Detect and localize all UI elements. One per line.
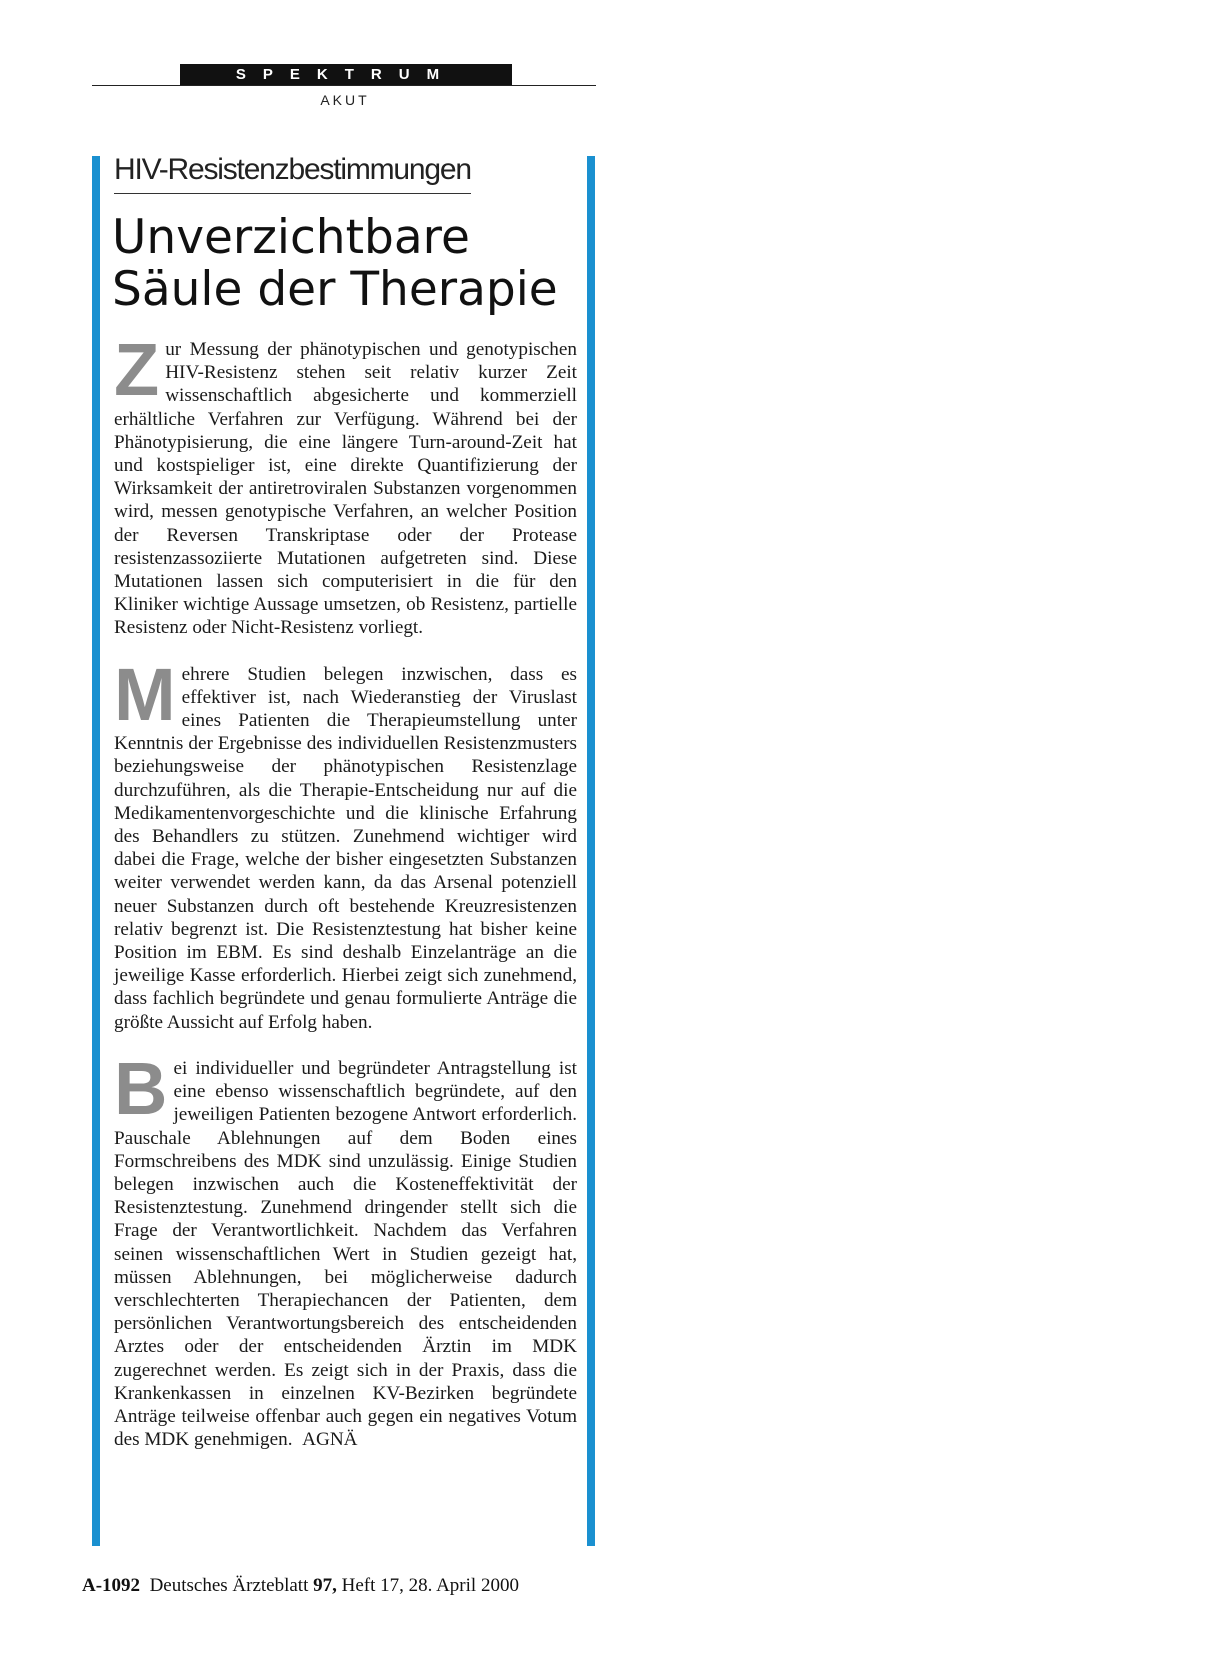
accent-bar-left [92,156,100,1546]
article-headline: Unverzichtbare Säule der Therapie [112,210,558,317]
page-footer [82,1575,519,1597]
paragraph-3 [114,1046,577,1451]
drop-cap: M [114,652,176,736]
issue-date: Heft 17, 28. April 2000 [341,1575,519,1596]
article-body [114,328,577,1451]
drop-cap: B [114,1046,168,1130]
section-label: AKUT [320,92,370,108]
drop-cap: Z [114,328,160,411]
article-kicker: HIV-Resistenzbestimmungen [114,150,471,194]
section-band: SPEKTRUM [180,64,512,86]
paragraph-2 [114,652,577,1034]
page-number: A-1092 [82,1575,141,1596]
journal-volume: 97, [313,1575,337,1596]
paragraph-1 [114,328,577,640]
journal-name: Deutsches Ärzteblatt [149,1575,309,1596]
paragraph-text: ehrere Studien belegen inzwischen, dass es effektiver ist, nach Wiederanstieg der Viruslast eines Patienten die Therapieumstellung unter Kenntnis der Ergebnisse des individuellen Resistenzmusters beziehungsweise der phänotypischen Resistenzlage durchzuführen, als die Therapie-Entscheidung nur auf die Medikamentenvorgeschichte und die klinische Erfahrung des Behandlers zu stützen. Zunehmend wichtiger wird dabei die Frage, welche der bisher eingesetzten Substanzen weiter verwendet werden kann, da das Arsenal potenziell neuer Substanzen durch oft bestehende Kreuzresistenzen relativ begrenzt ist. Die Resistenztestung hat bisher keine Position im EBM. Es sind deshalb Einzelanträge an die jeweilige Kasse erforderlich. Hierbei zeigt sich zunehmend, dass fachlich begründete und genau formulierte Anträge die größte Aussicht auf Erfolg haben. [114,663,577,1033]
author-signature: AGNÄ [302,1429,358,1451]
paragraph-text: ur Messung der phänotypischen und genotypischen HIV-Resistenz stehen seit relativ kurzer Zeit wissenschaftlich abgesicherte und kommerziell erhältliche Verfahren zur Verfügung. Während bei der Phänotypisierung, die eine längere Turn-around-Zeit hat und kostspieliger ist, eine direkte Quantifizierung der Wirksamkeit der antiretroviralen Substanzen vorgenommen wird, messen genotypische Verfahren, an welcher Position der Reversen Transkriptase oder der Protease resistenzassoziierte Mutationen aufgetreten sind. Diese Mutationen lassen sich computerisiert in die für den Kliniker wichtige Aussage umsetzen, ob Resistenz, partielle Resistenz oder Nicht-Resistenz vorliegt. [114,339,577,639]
paragraph-text: ei individueller und begründeter Antragstellung ist eine ebenso wissenschaftlich begründete, auf den jeweiligen Patienten bezogene Antwort erforderlich. Pauschale Ablehnungen auf dem Boden eines Formschreibens des MDK sind unzulässig. Einige Studien belegen inzwischen auch die Kosteneffektivität der Resistenztestung. Zunehmend dringender stellt sich die Frage der Verantwortlichkeit. Nachdem das Verfahren seinen wissenschaftlichen Wert in Studien gezeigt hat, müssen Ablehnungen, bei möglicherweise dadurch verschlechterten Therapiechancen der Patienten, dem persönlichen Verantwortungsbereich des entscheidenden Arztes oder der entscheidenden Ärztin im MDK zugerechnet werden. Es zeigt sich in der Praxis, dass die Krankenkassen in einzelnen KV-Bezirken begründete Anträge teilweise offenbar auch gegen ein negatives Votum des MDK genehmigen. [114,1057,577,1451]
accent-bar-right [587,156,595,1546]
header-rule [92,85,596,86]
